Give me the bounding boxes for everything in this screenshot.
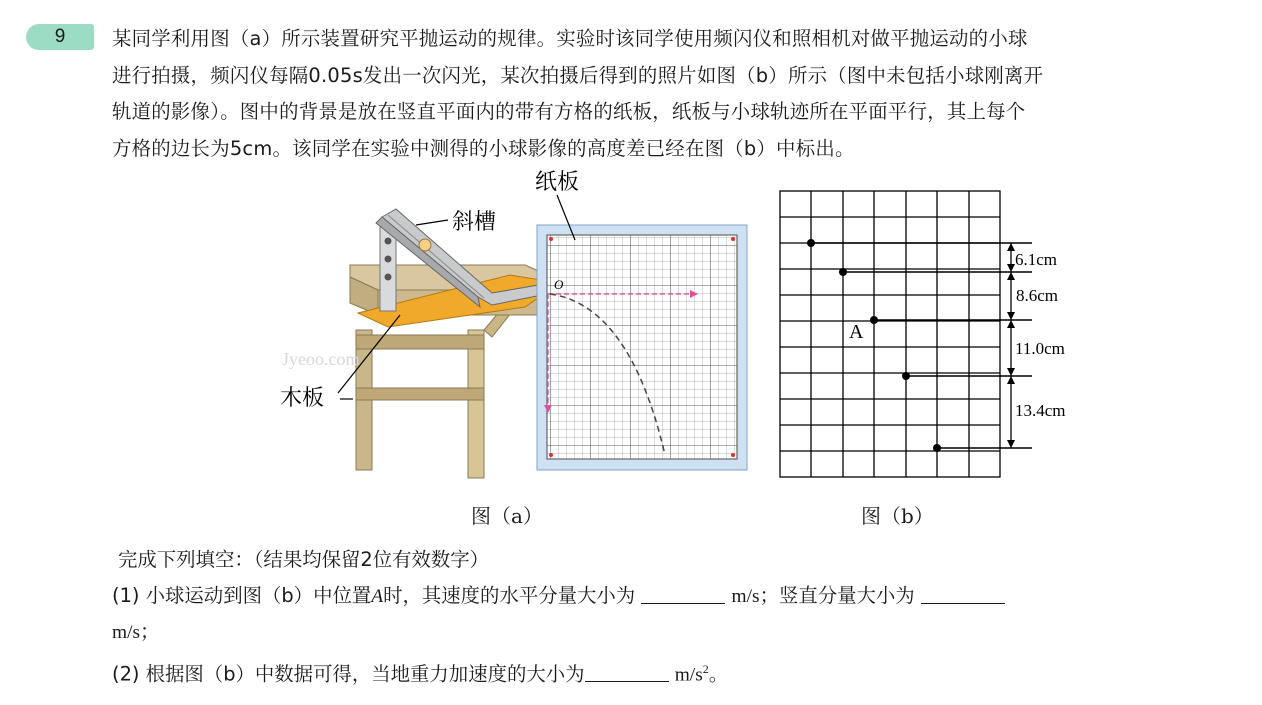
point-a-label: A	[849, 321, 864, 343]
part-1-unit-2: m/s；	[112, 622, 160, 643]
part-2	[112, 651, 728, 693]
label-plank: 木板	[280, 386, 325, 411]
caption-figure-b: 图（b）	[861, 504, 934, 528]
part-2-prefix: (2) 根据图（b）中数据可得，当地重力加速度的大小为	[112, 662, 585, 686]
question-number-badge: 9	[26, 24, 94, 50]
part-1-prefix: (1) 小球运动到图（b）中位置	[112, 584, 372, 607]
stem-line: 某同学利用图（a）所示装置研究平抛运动的规律。实验时该同学使用频闪仪和照相机对做平抛运动的小球	[112, 27, 1028, 50]
label-chute: 斜槽	[452, 210, 497, 235]
part-2-unit: m/s	[674, 664, 703, 686]
height-label: 13.4cm	[1015, 401, 1066, 420]
height-label: 11.0cm	[1015, 339, 1065, 358]
watermark: Jyeoo.com	[282, 349, 360, 369]
part-1-mid2: ；竖直分量大小为	[759, 584, 915, 607]
figure-b-strobe-grid	[775, 188, 1085, 483]
part-1-variable: A	[371, 586, 384, 607]
label-origin: O	[554, 277, 564, 292]
stem-line: 进行拍摄，频闪仪每隔0.05s发出一次闪光，某次拍摄后得到的照片如图（b）所示（图中未包括小球刚离开	[112, 63, 1044, 87]
answer-blank-vertical-velocity[interactable]	[921, 585, 1005, 604]
part-1-unit: m/s	[731, 586, 760, 607]
answer-blank-horizontal-velocity[interactable]	[641, 585, 725, 604]
part-1-mid: 时，其速度的水平分量大小为	[383, 584, 636, 607]
question-stem	[112, 21, 1247, 167]
answer-blank-gravity[interactable]	[585, 663, 669, 682]
height-label: 8.6cm	[1016, 286, 1059, 305]
caption-figure-a: 图（a）	[471, 504, 543, 528]
part-2-unit-exponent: 2	[702, 662, 709, 676]
part-2-suffix: 。	[708, 662, 729, 686]
stem-line: 方格的边长为5cm。该同学在实验中测得的小球影像的高度差已经在图（b）中标出。	[112, 136, 855, 160]
figure-a-apparatus	[270, 165, 760, 483]
part-1	[112, 578, 1005, 615]
label-board: 纸板	[535, 170, 580, 195]
part-1-continued	[112, 614, 159, 651]
instructions: 完成下列填空：（结果均保留2位有效数字）	[118, 548, 490, 571]
stem-line: 轨道的影像）。图中的背景是放在竖直平面内的带有方格的纸板，纸板与小球轨迹所在平面平行，其上每个	[112, 100, 1026, 124]
height-label: 6.1cm	[1015, 250, 1058, 269]
